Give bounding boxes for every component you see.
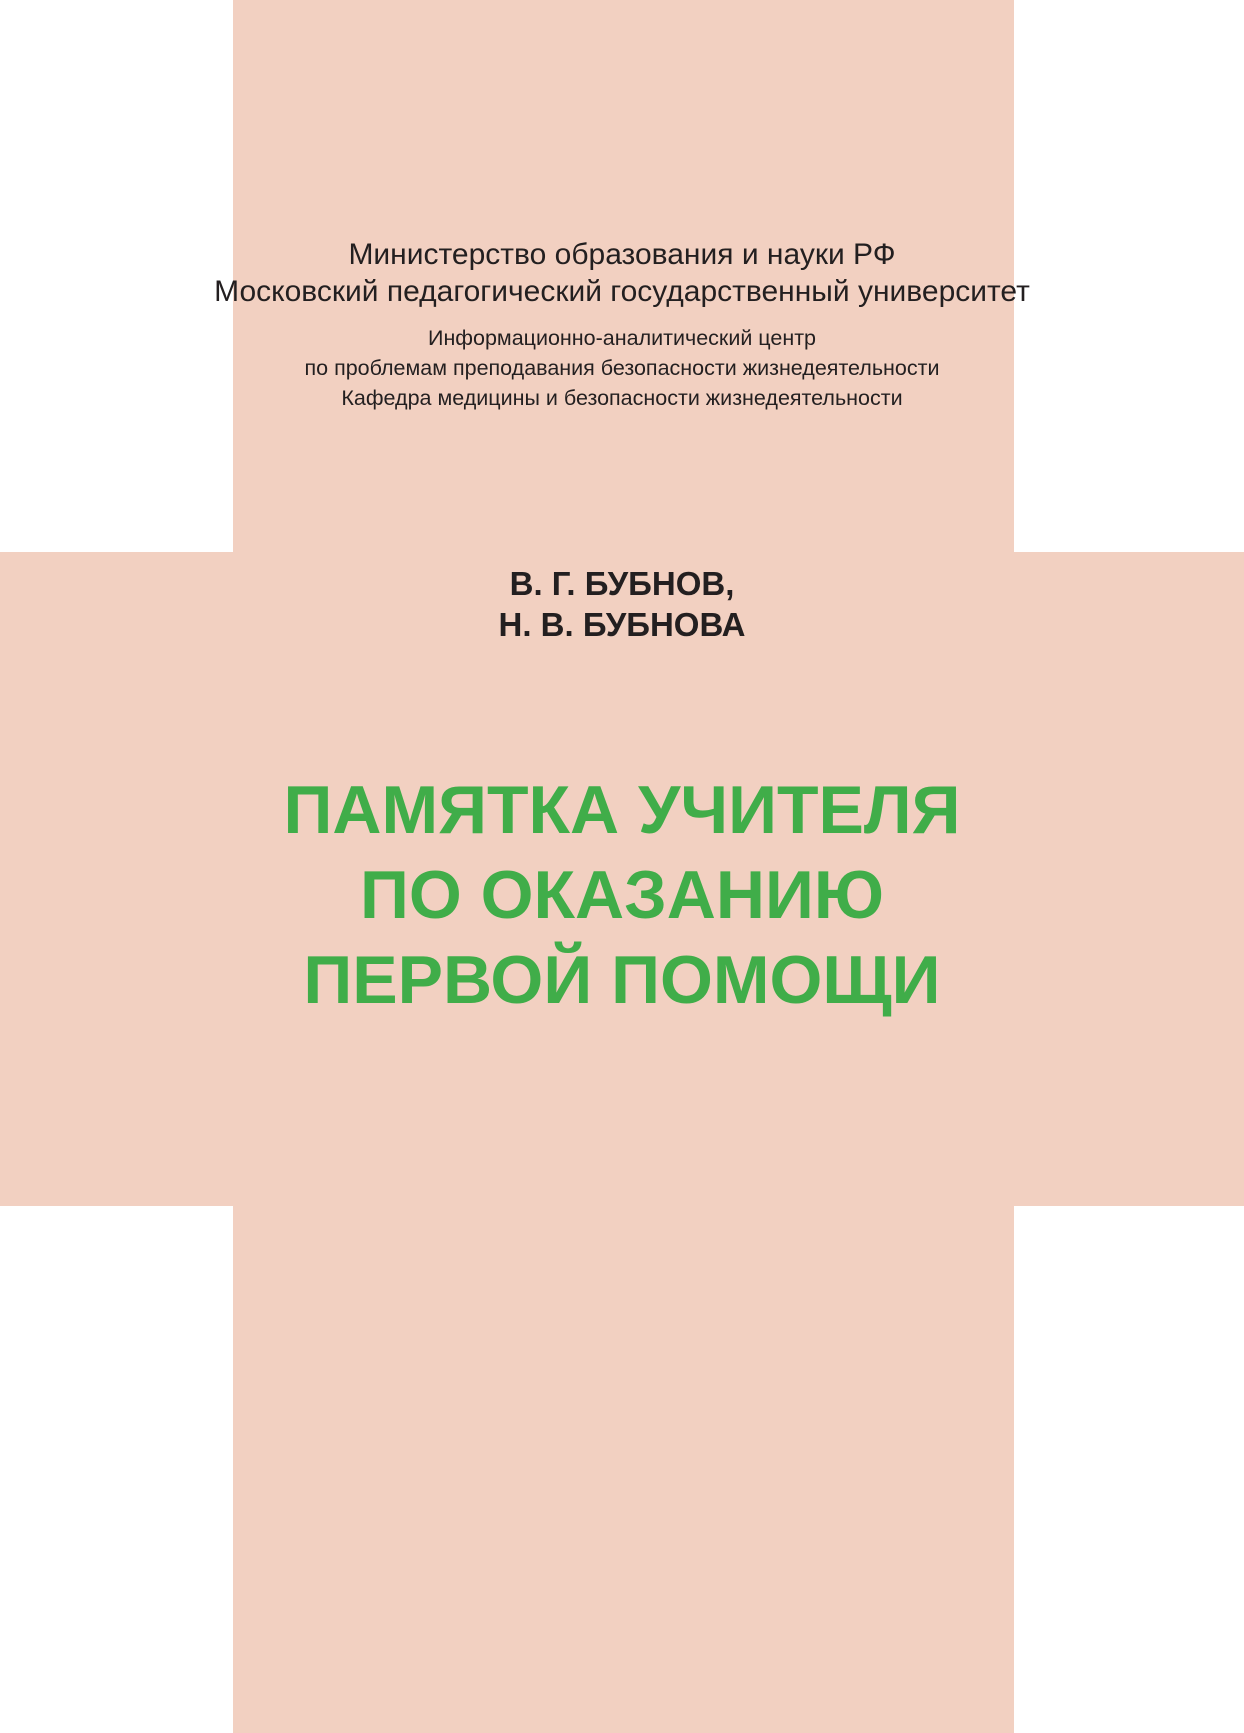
title-line-2: ПО ОКАЗАНИЮ [360, 857, 884, 933]
author-2: Н. В. БУБНОВА [498, 606, 746, 643]
title-line-1: ПАМЯТКА УЧИТЕЛЯ [283, 772, 961, 848]
center-name-line1: Информационно-аналитический центр [427, 326, 817, 350]
organization-subheader [0, 323, 1244, 413]
author-1: В. Г. БУБНОВ, [509, 565, 735, 602]
center-name-line2: по проблемам преподавания безопасности жизнедеятельности [304, 356, 940, 380]
university-name: Московский педагогический государственный университет [214, 275, 1030, 308]
authors [0, 563, 1244, 645]
ministry-name: Министерство образования и науки РФ [348, 238, 896, 271]
department-name: Кафедра медицины и безопасности жизнедеятельности [341, 386, 903, 410]
title-line-3: ПЕРВОЙ ПОМОЩИ [303, 942, 941, 1018]
organization-header [0, 236, 1244, 310]
book-title [0, 768, 1244, 1023]
